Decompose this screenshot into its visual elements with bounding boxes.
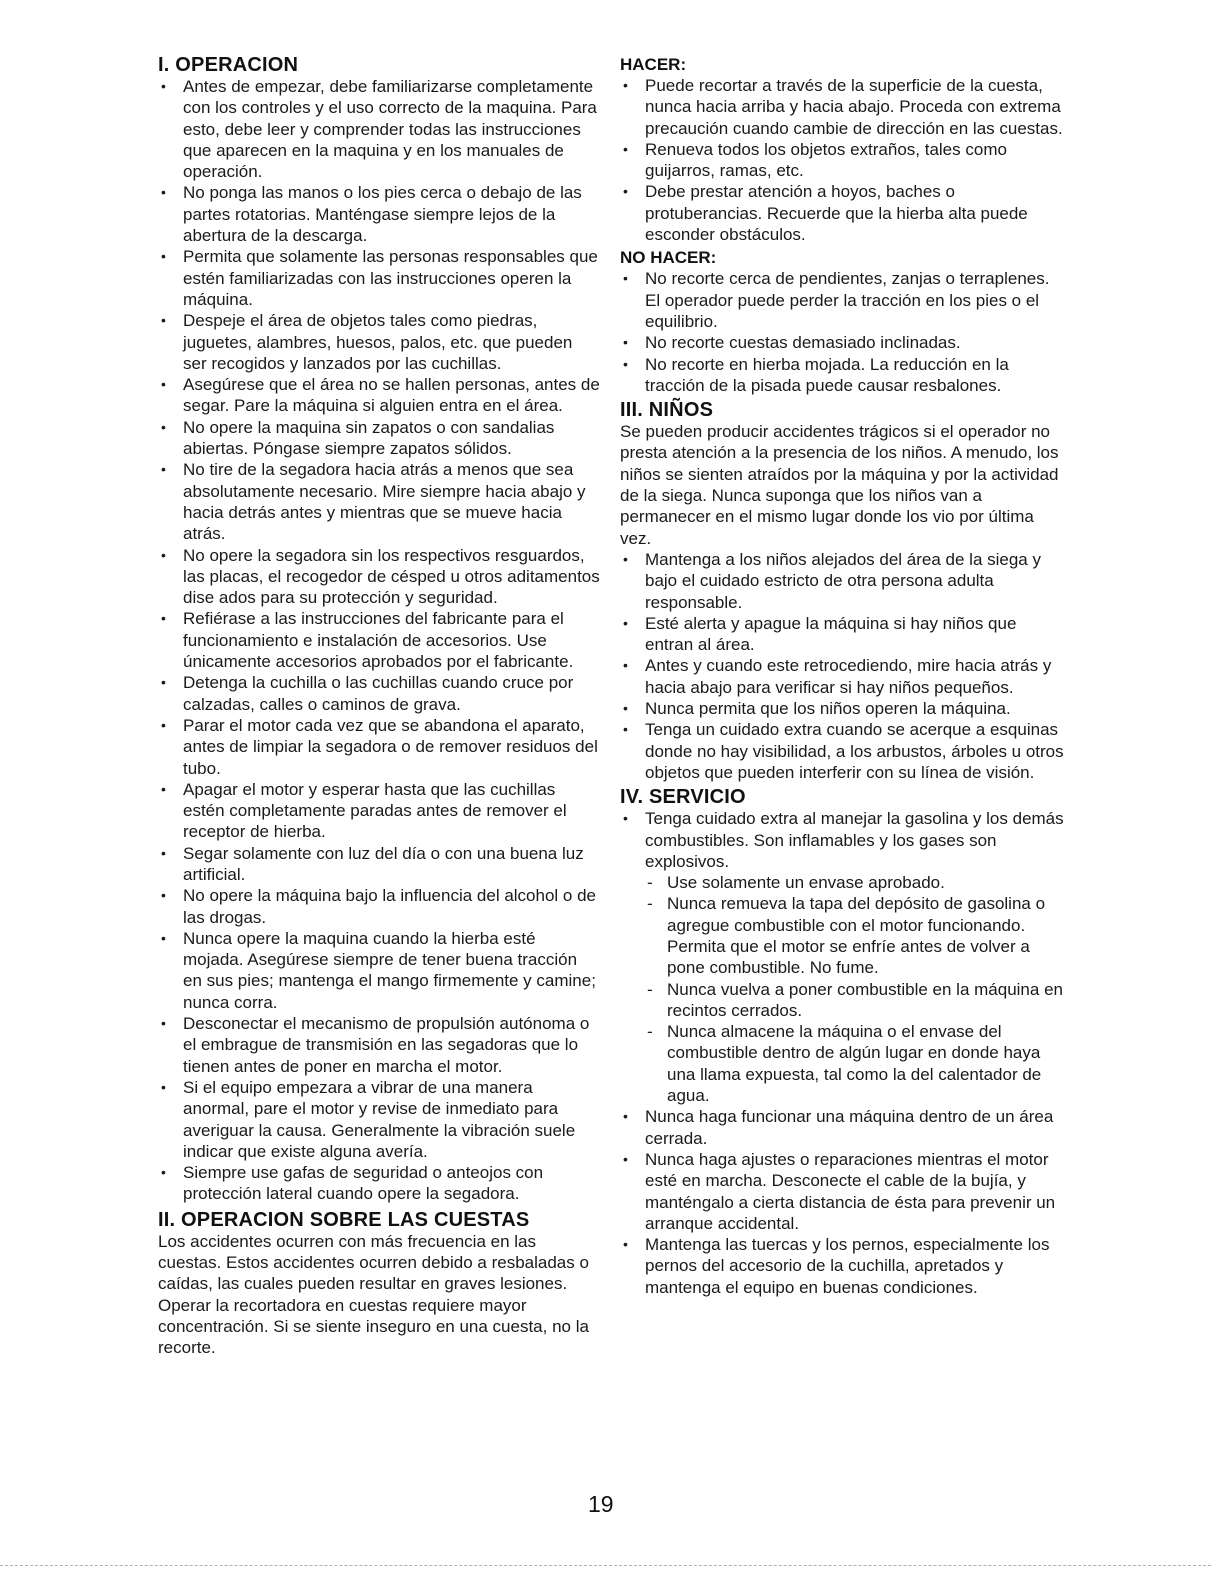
- list-item: • Asegúrese que el área no se hallen personas, antes de segar. Pare la máquina si alguien entra en el área.: [161, 375, 600, 416]
- bullet-icon: •: [161, 1164, 166, 1181]
- list-item: • Nunca permita que los niños operen la máquina.: [623, 699, 1011, 719]
- list-item: • Permita que solamente las personas responsables que estén familiarizadas con las instrucciones operen la máquina.: [161, 247, 598, 309]
- dash-icon: -: [647, 1022, 653, 1042]
- bullet-icon: •: [161, 1078, 166, 1095]
- bullet-icon: •: [623, 721, 628, 738]
- section-title-operacion: I. OPERACION: [158, 54, 299, 76]
- ninos-list: [620, 549, 1065, 783]
- list-item: • Antes y cuando este retrocediendo, mire hacia atrás y hacia abajo para verificar si hay niños pequeños.: [623, 656, 1052, 697]
- list-item: • No ponga las manos o los pies cerca o debajo de las partes rotatorias. Manténgase siempre lejos de la abertura de la descarga.: [161, 183, 582, 246]
- list-item: • No recorte cuestas demasiado inclinadas.: [623, 333, 961, 353]
- bullet-icon: •: [161, 312, 166, 329]
- bullet-icon: •: [623, 270, 628, 287]
- cuestas-intro: Los accidentes ocurren con más frecuencia en las cuestas. Estos accidentes ocurren debido a resbaladas o caídas, las cuales pueden resultar en graves lesiones. Operar la recortadora en cuestas requiere mayor concentración. Si se siente inseguro en una cuesta, no la recorte.: [158, 1231, 589, 1358]
- bullet-icon: •: [623, 1108, 628, 1125]
- list-item: • Mantenga las tuercas y los pernos, especialmente los pernos del accesorio de la cuchilla, apretados y mantenga el equipo en buenas condiciones.: [623, 1235, 1050, 1297]
- bottom-divider: [0, 1565, 1211, 1566]
- servicio-list-more: [620, 1106, 1065, 1298]
- bullet-icon: •: [623, 355, 628, 372]
- bullet-icon: •: [623, 614, 628, 631]
- dash-icon: -: [647, 979, 653, 999]
- bullet-icon: •: [623, 1150, 628, 1167]
- servicio-sublist: [620, 872, 1065, 1106]
- list-item: - Nunca almacene la máquina o el envase del combustible dentro de algún lugar en donde haya una llama expuesta, tal como la del calentador de agua.: [647, 1022, 1042, 1106]
- list-item: • No recorte en hierba mojada. La reducción en la tracción de la pisada puede causar resbalones.: [623, 354, 1009, 395]
- list-item: • Antes de empezar, debe familiarizarse completamente con los controles y el uso correcto de la maquina. Para esto, debe leer y comprender todas las instrucciones que aparecen en la maquina y en los manuales de operación.: [161, 77, 597, 182]
- list-item: • No opere la máquina bajo la influencia del alcohol o de las drogas.: [161, 886, 597, 927]
- bullet-icon: •: [161, 610, 166, 627]
- servicio-list: [620, 808, 1065, 872]
- bullet-icon: •: [161, 184, 166, 201]
- list-item: • No tire de la segadora hacia atrás a menos que sea absolutamente necesario. Mire siempre hacia abajo y hacia detrás antes y mientras que se mueve hacia atrás.: [161, 460, 586, 544]
- bullet-icon: •: [161, 248, 166, 265]
- list-item: • No recorte cerca de pendientes, zanjas o terraplenes. El operador puede perder la tracción en los pies o el equilibrio.: [623, 269, 1050, 331]
- bullet-icon: •: [161, 1015, 166, 1032]
- list-item: • Despeje el área de objetos tales como piedras, juguetes, alambres, huesos, palos, etc. que pueden ser recogidos y lanzados por las cuchillas.: [161, 311, 573, 373]
- bullet-icon: •: [623, 140, 628, 157]
- do-list: [620, 75, 1065, 245]
- bullet-icon: •: [161, 844, 166, 861]
- operacion-list: [158, 76, 600, 1205]
- section-title-ninos: III. NIÑOS: [620, 399, 714, 422]
- do-title: HACER:: [620, 55, 687, 74]
- list-item: • Nunca opere la maquina cuando la hierba esté mojada. Asegúrese siempre de tener buena tracción en sus pies; mantenga el mango firmemente y camine; nunca corra.: [161, 928, 596, 1012]
- list-item: • Nunca haga ajustes o reparaciones mientras el motor esté en marcha. Desconecte el cable de la bujía, y manténgalo a cierta distancia de ésta para prevenir un arranque accidental.: [623, 1149, 1056, 1233]
- list-item: • Tenga cuidado extra al manejar la gasolina y los demás combustibles. Son inflamables y los gases son explosivos.: [623, 809, 1064, 871]
- bullet-icon: •: [623, 657, 628, 674]
- list-item: • Renueva todos los objetos extraños, tales como guijarros, ramas, etc.: [623, 139, 1007, 181]
- list-item: • Apagar el motor y esperar hasta que las cuchillas estén completamente paradas antes de remover el receptor de hierba.: [161, 779, 567, 842]
- dash-icon: -: [647, 873, 653, 893]
- bullet-icon: •: [623, 550, 628, 567]
- list-item: • Refiérase a las instrucciones del fabricante para el funcionamiento e instalación de accesorios. Use únicamente accesorios aprobados por el fabricante.: [161, 609, 574, 672]
- list-item: • No opere la segadora sin los respectivos resguardos, las placas, el recogedor de césped u otros aditamentos dise ados para su protección y seguridad.: [161, 545, 600, 608]
- bullet-icon: •: [161, 546, 166, 563]
- dont-title: NO HACER:: [620, 248, 717, 268]
- list-item: • Puede recortar a través de la superficie de la cuesta, nunca hacia arriba y hacia abajo. Proceda con extrema precaución cuando cambie de dirección en las cuestas.: [623, 76, 1063, 138]
- bullet-icon: •: [623, 1236, 628, 1253]
- list-item: • Segar solamente con luz del día o con una buena luz artificial.: [161, 843, 584, 884]
- right-column: [620, 54, 1065, 1298]
- list-item: • Esté alerta y apague la máquina si hay niños que entran al área.: [623, 613, 1017, 655]
- list-item: - Nunca remueva la tapa del depósito de gasolina o agregue combustible con el motor funcionando. Permita que el motor se enfríe antes de volver a pone combustible. No fume.: [647, 894, 1046, 978]
- bullet-icon: •: [161, 376, 166, 393]
- bullet-icon: •: [623, 183, 628, 200]
- list-item: • Si el equipo empezara a vibrar de una manera anormal, pare el motor y revise de inmediato para averiguar la causa. Generalmente la vibración suele indicar que existe alguna avería.: [161, 1077, 576, 1161]
- bullet-icon: •: [161, 418, 166, 435]
- list-item: - Nunca vuelva a poner combustible en la máquina en recintos cerrados.: [647, 979, 1063, 1020]
- bullet-icon: •: [623, 810, 628, 827]
- list-item: • Parar el motor cada vez que se abandona el aparato, antes de limpiar la segadora o de remover residuos del tubo.: [161, 715, 598, 778]
- page-number: 19: [588, 1491, 614, 1517]
- list-item: - Use solamente un envase aprobado.: [647, 873, 945, 893]
- section-title-servicio: IV. SERVICIO: [620, 786, 746, 809]
- bullet-icon: •: [161, 887, 166, 904]
- list-item: • Debe prestar atención a hoyos, baches o protuberancias. Recuerde que la hierba alta puede esconder obstáculos.: [623, 182, 1028, 245]
- list-item: • Tenga un cuidado extra cuando se acerque a esquinas donde no hay visibilidad, a los arbustos, árboles u otros objetos que pueden interferir con su línea de visión.: [623, 720, 1064, 782]
- section-title-cuestas: II. OPERACION SOBRE LAS CUESTAS: [158, 1208, 530, 1231]
- list-item: • Mantenga a los niños alejados del área de la siega y bajo el cuidado estricto de otra persona adulta responsable.: [623, 549, 1041, 612]
- bullet-icon: •: [161, 461, 166, 478]
- bullet-icon: •: [623, 77, 628, 93]
- list-item: • Siempre use gafas de seguridad o anteojos con protección lateral cuando opere la segadora.: [161, 1163, 544, 1204]
- bullet-icon: •: [161, 78, 166, 94]
- dont-list: [620, 268, 1065, 396]
- bullet-icon: •: [623, 700, 628, 717]
- left-column: [158, 54, 600, 1359]
- bullet-icon: •: [161, 716, 166, 733]
- bullet-icon: •: [161, 780, 166, 797]
- bullet-icon: •: [623, 334, 628, 351]
- bullet-icon: •: [161, 929, 166, 946]
- ninos-intro: Se pueden producir accidentes trágicos si el operador no presta atención a la presencia de los niños. A menudo, los niños se sienten atraídos por la máquina y por la actividad de la siega. Nunca suponga que los niños van a permanecer en el mismo lugar donde los vio por última vez.: [620, 422, 1059, 548]
- list-item: • Detenga la cuchilla o las cuchillas cuando cruce por calzadas, calles o caminos de grava.: [161, 673, 574, 714]
- list-item: • Desconectar el mecanismo de propulsión autónoma o el embrague de transmisión en las segadoras que lo tienen antes de poner en marcha el motor.: [161, 1014, 590, 1076]
- list-item: • Nunca haga funcionar una máquina dentro de un área cerrada.: [623, 1107, 1054, 1148]
- bullet-icon: •: [161, 674, 166, 691]
- list-item: • No opere la maquina sin zapatos o con sandalias abiertas. Póngase siempre zapatos sólidos.: [161, 417, 555, 459]
- dash-icon: -: [647, 894, 653, 914]
